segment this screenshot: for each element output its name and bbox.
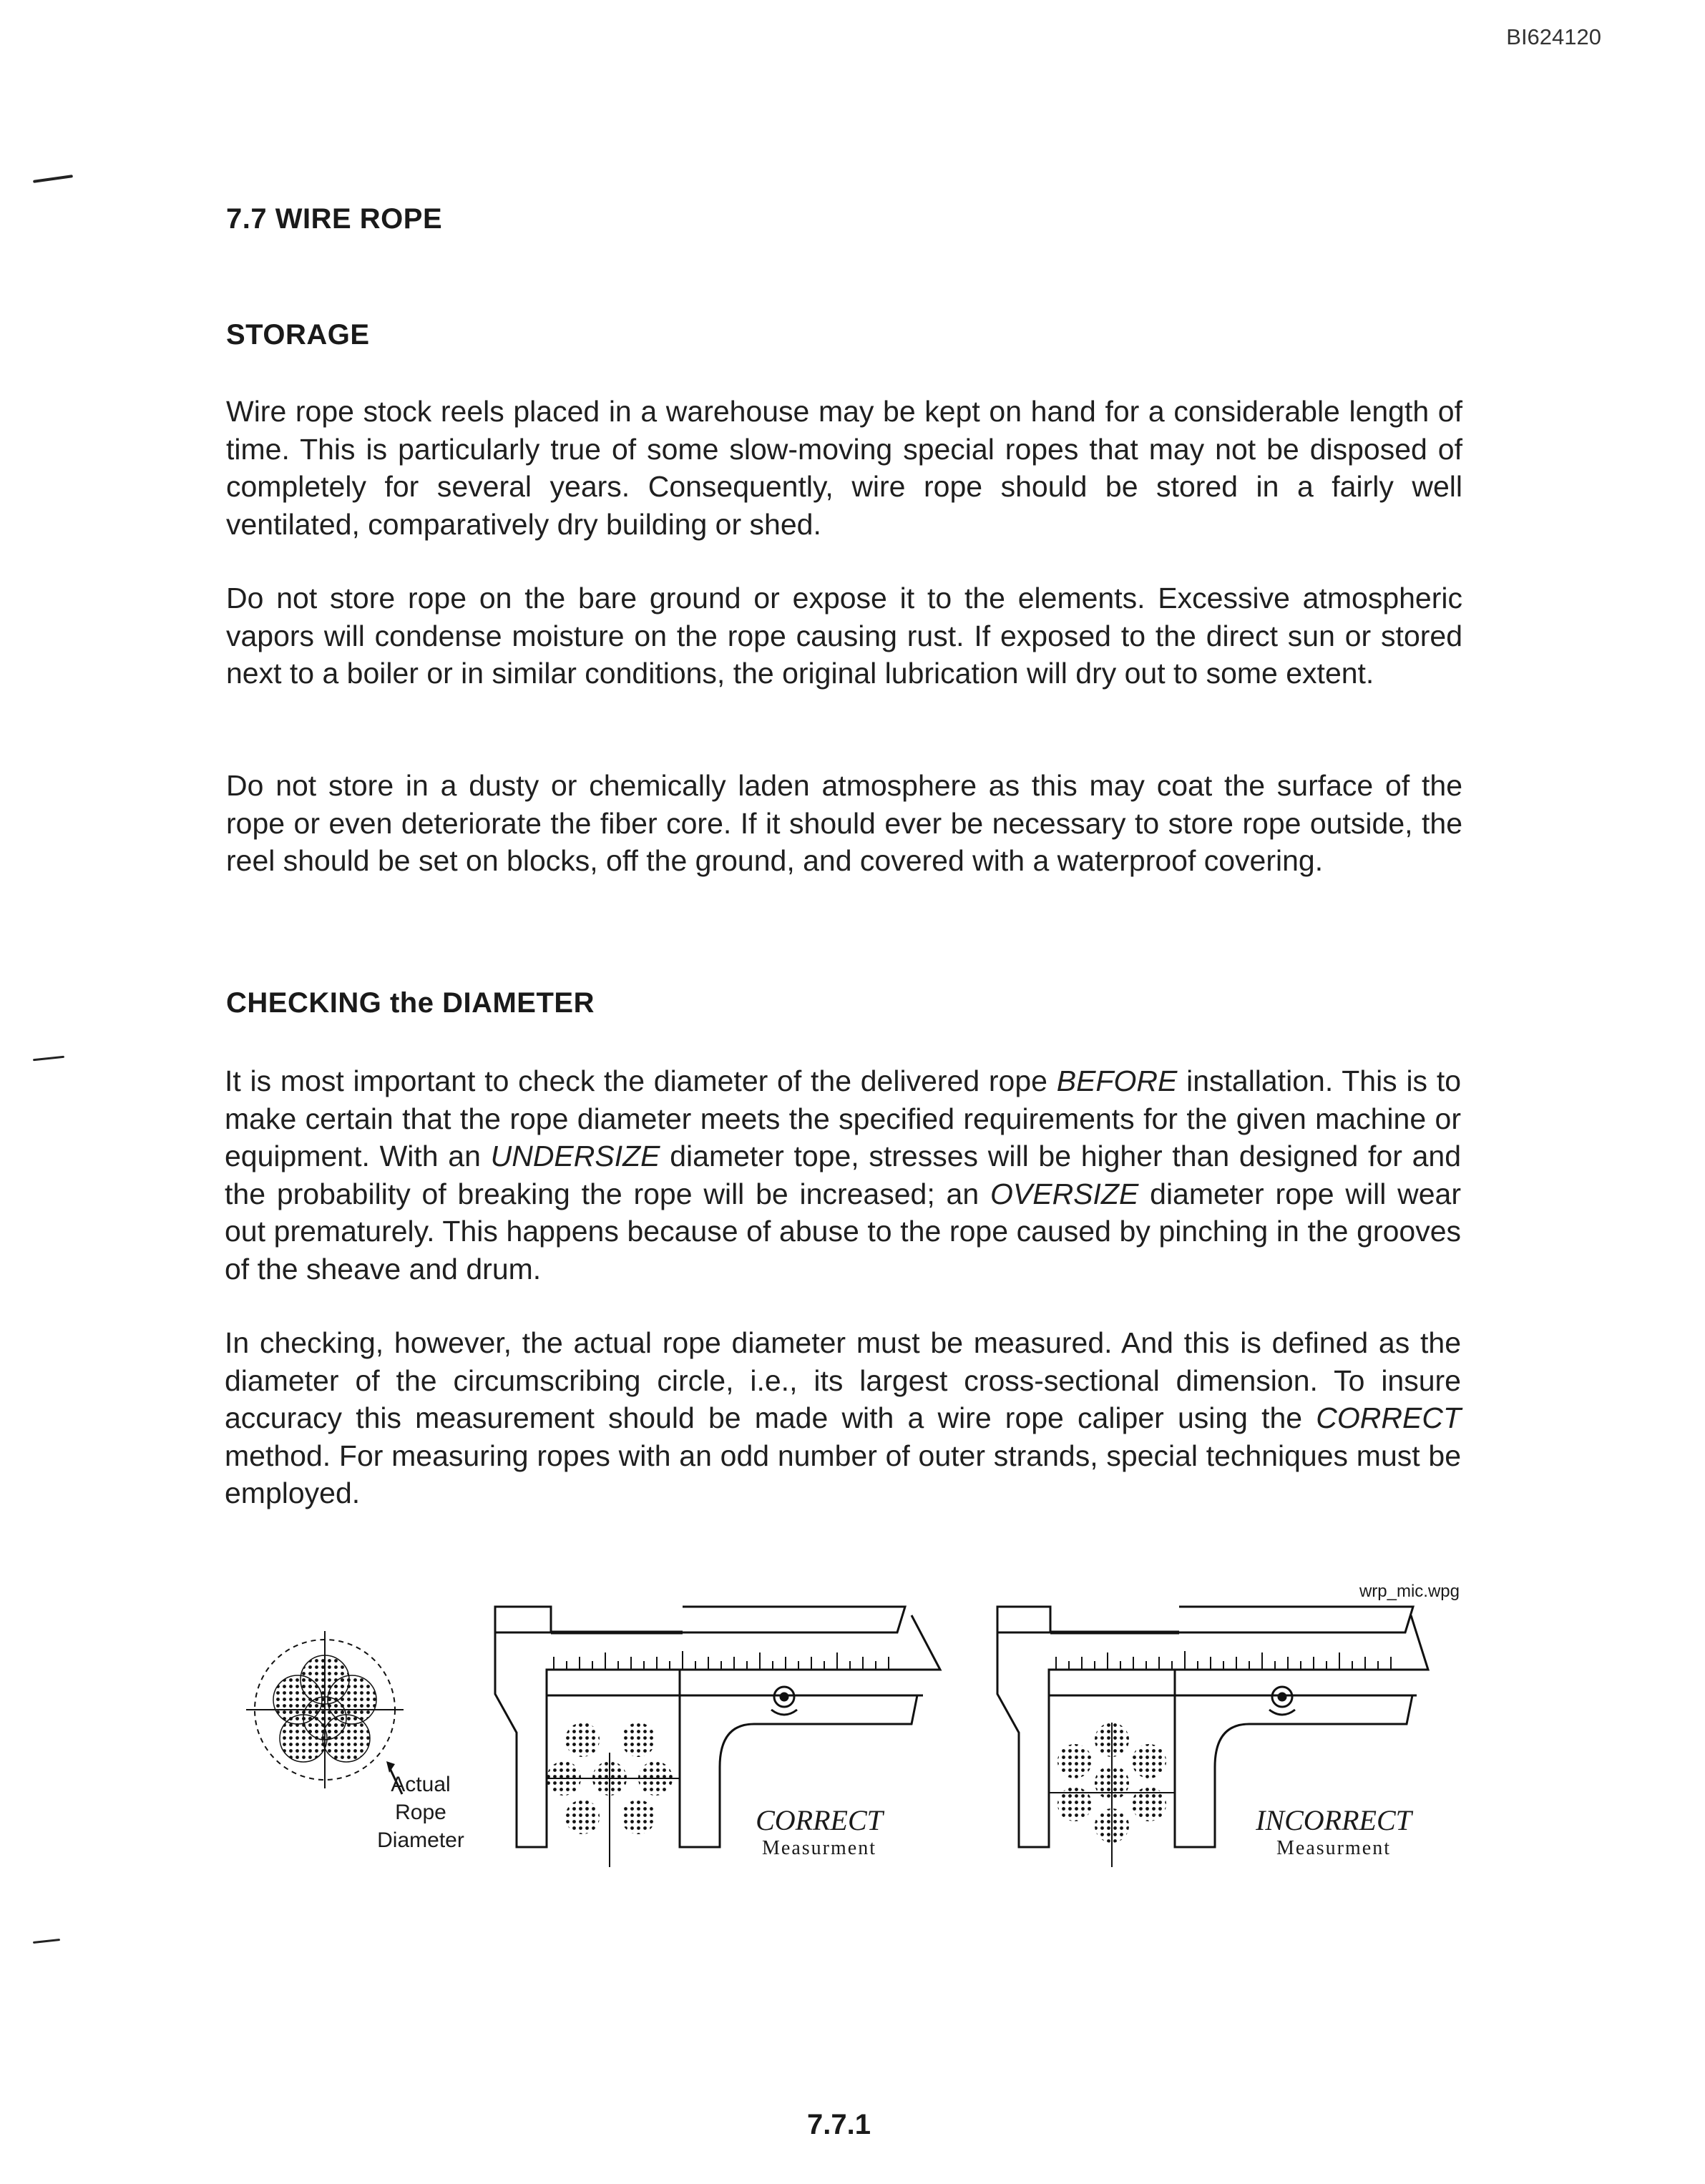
correct-sublabel: Measurment [762,1837,876,1859]
checking-paragraph [225,1062,1461,1288]
actual-label: Actual [391,1773,451,1796]
section-title: 7.7 WIRE ROPE [226,203,443,235]
document-id: BI624120 [1506,24,1601,49]
diameter-label: Diameter [377,1828,464,1852]
emphasis-before: BEFORE [1056,1064,1178,1097]
margin-mark [33,1939,60,1944]
checking-paragraph [225,1324,1461,1512]
incorrect-rope-icon [1049,1723,1175,1867]
margin-mark [33,175,73,183]
correct-label: CORRECT [756,1804,883,1836]
correct-rope-icon [547,1723,680,1867]
incorrect-label: INCORRECT [1256,1804,1412,1836]
incorrect-sublabel: Measurment [1276,1837,1391,1859]
emphasis-correct: CORRECT [1316,1401,1461,1434]
text-run: method. For measuring ropes with an odd number of outer strands, special techniques must be employed. [225,1439,1461,1509]
text-run: diameter tope, stresses will be higher than designed for and the probability of breaking the rope will be increased; an [225,1140,1462,1210]
text-run: In checking, however, the actual rope diameter must be measured. And this is defined as the diameter of the circumscribing circle, i.e., its largest cross-sectional dimension. To insure accuracy this measurement should be made with a wire rope caliper using the [225,1326,1461,1434]
rope-measurement-figure [236,1574,1481,1903]
text-run: diameter rope will wear out prematurely. This happens because of abuse to the rope caused by pinching in the grooves of the sheave and drum. [225,1177,1461,1286]
storage-paragraph: Do not store rope on the bare ground or expose it to the elements. Excessive atmospheric vapors will condense moisture on the rope causing rust. If exposed to the direct sun or stored next to a boiler or in similar conditions, the original lubrication will dry out to some extent. [226,582,1462,690]
page-number: 7.7.1 [807,2109,871,2140]
margin-mark [33,1056,64,1062]
storage-paragraph: Wire rope stock reels placed in a warehouse may be kept on hand for a considerable length of time. This is particularly true of some slow-moving special ropes that may not be disposed of completely for several years. Consequently, wire rope should be stored in a fairly well ventilated, comparatively dry building or shed. [226,395,1462,541]
figure-filename: wrp_mic.wpg [1359,1582,1460,1601]
emphasis-undersize: UNDERSIZE [490,1140,660,1172]
rope-cross-section-icon [246,1631,404,1794]
storage-heading: STORAGE [226,319,370,351]
storage-paragraph: Do not store in a dusty or chemically laden atmosphere as this may coat the surface of the rope or even deteriorate the fiber core. If it should ever be necessary to store rope outside, the reel should be set on blocks, off the ground, and covered with a waterproof covering. [226,769,1462,877]
text-run: It is most important to check the diameter of the delivered rope [225,1064,1057,1097]
checking-diameter-heading: CHECKING the DIAMETER [226,987,595,1019]
rope-label: Rope [395,1801,446,1824]
emphasis-oversize: OVERSIZE [990,1177,1139,1210]
text-run: installation. This is to make certain that the rope diameter meets the specified requirements for the given machine or equipment. With an [225,1064,1462,1172]
